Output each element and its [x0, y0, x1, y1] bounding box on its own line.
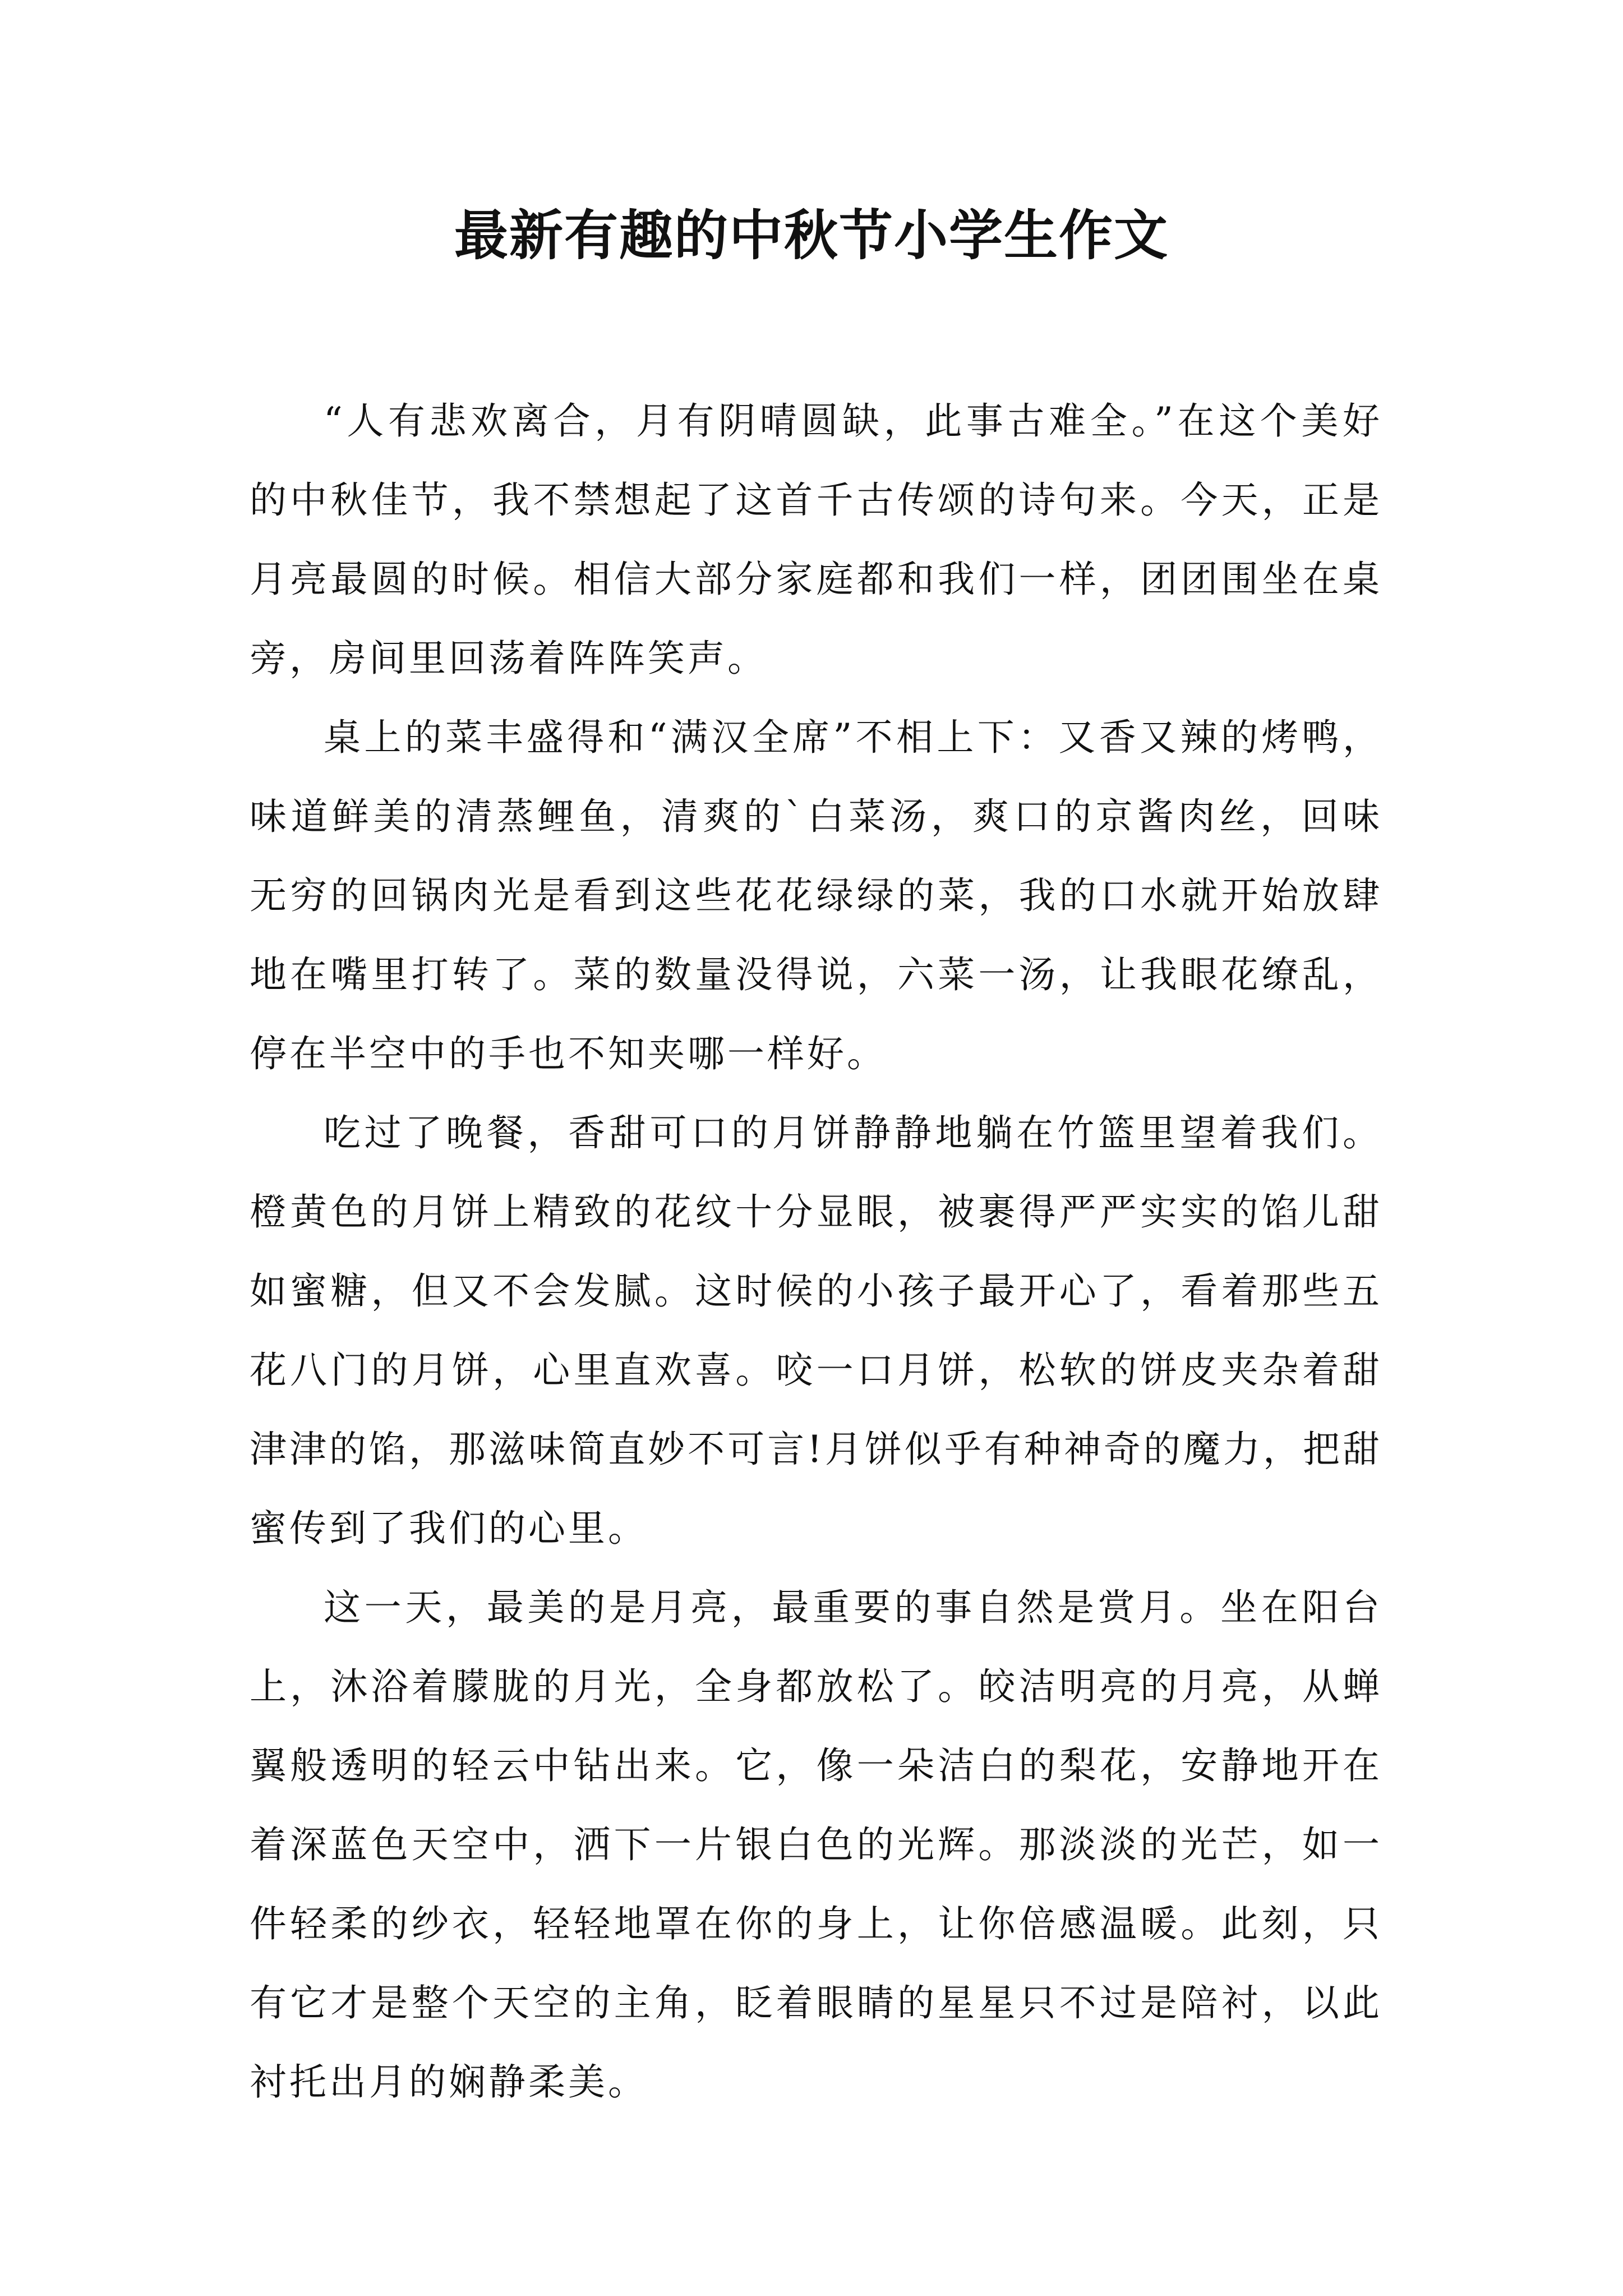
document-body	[250, 381, 1382, 2122]
paragraph-4: 这一天，最美的是月亮，最重要的事自然是赏月。坐在阳台上，沐浴着朦胧的月光，全身都放松了。皎洁明亮的月亮，从蝉翼般透明的轻云中钻出来。它，像一朵洁白的梨花，安静地开在着深蓝色天空中，洒下一片银白色的光辉。那淡淡的光芒，如一件轻柔的纱衣，轻轻地罩在你的身上，让你倍感温暖。此刻，只有它才是整个天空的主角，眨着眼睛的星星只不过是陪衬，以此衬托出月的娴静柔美。	[250, 1586, 1382, 2104]
paragraph-3: 吃过了晚餐，香甜可口的月饼静静地躺在竹篮里望着我们。橙黄色的月饼上精致的花纹十分显眼，被裹得严严实实的馅儿甜如蜜糖，但又不会发腻。这时候的小孩子最开心了，看着那些五花八门的月饼，心里直欢喜。咬一口月饼，松软的饼皮夹杂着甜津津的馅，那滋味简直妙不可言!月饼似乎有种神奇的魔力，把甜蜜传到了我们的心里。	[250, 1111, 1382, 1550]
paragraph-2: 桌上的菜丰盛得和“满汉全席”不相上下：又香又辣的烤鸭，味道鲜美的清蒸鲤鱼，清爽的`白菜汤，爽口的京酱肉丝，回味无穷的回锅肉光是看到这些花花绿绿的菜，我的口水就开始放肆地在嘴里打转了。菜的数量没得说，六菜一汤，让我眼花缭乱，停在半空中的手也不知夹哪一样好。	[250, 716, 1382, 1075]
paragraph-1: “人有悲欢离合，月有阴晴圆缺，此事古难全。”在这个美好的中秋佳节，我不禁想起了这首千古传颂的诗句来。今天，正是月亮最圆的时候。相信大部分家庭都和我们一样，团团围坐在桌旁，房间里回荡着阵阵笑声。	[250, 399, 1382, 680]
document-title: 最新有趣的中秋节小学生作文	[454, 204, 1169, 267]
